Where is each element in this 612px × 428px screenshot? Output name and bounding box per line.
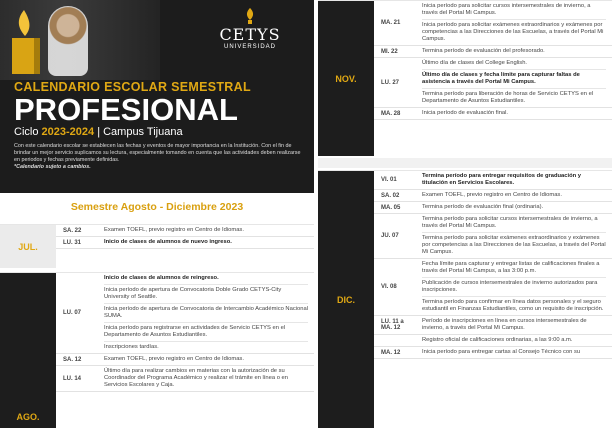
- calendar-row: [56, 225, 314, 237]
- month-label: DIC.: [318, 171, 374, 428]
- event-text: Termina período para solicitar cursos intersemestrales de invierno, a través del Portal Mi Campus.: [422, 214, 606, 233]
- ciclo-years: 2023-2024: [41, 126, 95, 138]
- row-date: JU. 07: [381, 233, 399, 239]
- event-text: Último día de clases del College English.: [422, 58, 606, 70]
- row-events: [416, 316, 612, 334]
- calendar-row: [374, 335, 612, 347]
- row-date: SA. 12: [63, 356, 82, 363]
- event-text: Inicia período para registrarse en actividades de Servicio CETYS en el Departamento de Asuntos Estudiantiles.: [104, 323, 308, 342]
- event-text: Fecha límite para capturar y entregar listas de calificaciones finales a través del Portal Mi Campus, a las 3:00 p.m.: [422, 259, 606, 278]
- semester-heading: [0, 193, 314, 221]
- row-date: VI. 01: [381, 177, 397, 183]
- calendar-row: [56, 273, 314, 354]
- flame-icon: [8, 4, 44, 74]
- row-events: [416, 335, 612, 346]
- calendar-row: [374, 171, 612, 190]
- row-date: LU. 31: [63, 239, 82, 246]
- event-text: Termina período de evaluación del profesorado.: [422, 48, 545, 54]
- row-date: VI. 08: [381, 284, 397, 290]
- dic-rows: [374, 171, 612, 359]
- disclaimer-note: *Calendario sujeto a cambios.: [14, 164, 91, 170]
- row-date: LU. 11 a MA. 12: [381, 319, 404, 331]
- row-events: [416, 202, 612, 213]
- event-text: Termina período para confirmar en línea datos personales y el seguro estudiantil en Finanzas Estudiantiles, como un requisito de inscripción.: [422, 299, 604, 312]
- calendar-row: [374, 259, 612, 316]
- month-label: JUL.: [0, 225, 56, 268]
- row-date: MA. 28: [381, 110, 401, 117]
- row-events: [416, 108, 612, 119]
- cetys-logo[interactable]: [210, 8, 290, 50]
- row-events: [98, 225, 314, 236]
- right-column: [318, 0, 612, 428]
- event-text: Inicia período para entregar cartas al Consejo Técnico con su: [422, 349, 581, 355]
- calendar-row: [56, 354, 314, 366]
- event-text: Inicio de clases de alumnos de nuevo ingreso.: [104, 239, 232, 245]
- calendar-row: [374, 316, 612, 335]
- ciclo-line: [14, 126, 183, 138]
- torch-icon: [243, 8, 257, 24]
- event-text: Inicia período de apertura de Convocatoria de Intercambio Académico Nacional SUMA.: [104, 304, 308, 323]
- calendar-row: [374, 58, 612, 108]
- event-text: Examen TOEFL, previo registro en Centro de Idiomas.: [104, 227, 244, 233]
- row-events: [416, 46, 612, 57]
- month-dic: [318, 170, 612, 428]
- event-text: Publicación de cursos intersemestrales de invierno autorizados para inscripciones.: [422, 278, 606, 297]
- nov-rows: [374, 1, 612, 120]
- row-events: [416, 347, 612, 358]
- event-text: Inicio de clases de alumnos de reingreso.: [104, 273, 308, 285]
- month-label: AGO.: [0, 273, 56, 428]
- calendar-row: [56, 237, 314, 249]
- calendar-title: CALENDARIO ESCOLAR SEMESTRAL: [14, 80, 251, 94]
- event-text: Registro oficial de calificaciones ordinarias, a las 9:00 a.m.: [422, 337, 573, 343]
- row-events: [416, 171, 612, 189]
- row-date: MA. 05: [381, 204, 401, 211]
- brand-name: CETYS: [219, 25, 281, 44]
- row-date: LU. 14: [63, 375, 82, 382]
- month-jul: [0, 224, 314, 268]
- row-events: [98, 237, 314, 248]
- row-events: [416, 214, 612, 258]
- event-text: Termina período para liberación de horas de Servicio CETYS en el Departamento de Asuntos Estudiantiles.: [422, 91, 594, 104]
- intro-text: [14, 143, 304, 171]
- row-date: SA. 22: [63, 227, 82, 234]
- event-text: Período de inscripciones en línea en cursos intersemestrales de invierno, a través del Portal Mi Campus.: [422, 318, 587, 331]
- month-nov: [318, 0, 612, 156]
- row-date: SA. 02: [381, 192, 400, 199]
- event-text: Inicia período para solicitar exámenes extraordinarios y exámenes por competencias a las Direcciones de las Escuelas, a través del Portal Mi Campus.: [422, 22, 604, 42]
- intro-paragraph: Con este calendario escolar se establecen las fechas y eventos de mayor importancia en la Institución. Con el fin de brindar un mejor servicio suplicamos su lectura, especialmente tomando en cuenta que las actividades deben realizarse en periodos y fechas previamente definidas.: [14, 143, 301, 163]
- campus: | Campus Tijuana: [97, 126, 183, 138]
- event-text: Termina período para solicitar exámenes extraordinarios y exámenes por competencias a las Direcciones de las Escuelas, a través del Portal Mi Campus.: [422, 235, 606, 255]
- program-title: PROFESIONAL: [14, 92, 238, 127]
- row-events: [98, 354, 314, 365]
- calendar-row: [374, 1, 612, 46]
- row-events: [416, 190, 612, 201]
- month-ago: [0, 272, 314, 428]
- month-label: NOV.: [318, 1, 374, 156]
- calendar-row: [374, 108, 612, 120]
- row-date: MI. 22: [381, 48, 398, 55]
- jul-rows: [56, 225, 314, 249]
- row-events: [416, 259, 612, 315]
- calendar-row: [374, 214, 612, 259]
- row-date: LU. 27: [381, 79, 400, 86]
- row-events: [98, 366, 314, 391]
- event-text: Examen TOEFL, previo registro en Centro de Idiomas.: [104, 356, 244, 362]
- row-date: MA. 21: [381, 20, 401, 26]
- calendar-row: [374, 347, 612, 359]
- section-gap: [318, 158, 612, 168]
- calendar-row: [374, 46, 612, 58]
- calendar-row: [56, 366, 314, 392]
- calendar-row: [374, 202, 612, 214]
- student-photo: [48, 6, 88, 76]
- ciclo-prefix: Ciclo: [14, 126, 39, 138]
- event-text: Termina período para entregar requisitos de graduación y titulación en Servicios Escolares.: [422, 173, 582, 186]
- event-text: Inicia período de evaluación final.: [422, 110, 509, 116]
- event-text: Último día de clases y fecha límite para capturar faltas de asistencia a través del Portal Mi Campus.: [422, 70, 606, 89]
- event-text: Inicia período para solicitar cursos intersemestrales de invierno, a través del Portal Mi Campus.: [422, 1, 606, 20]
- row-events: [98, 273, 314, 353]
- row-events: [416, 1, 612, 45]
- row-events: [416, 58, 612, 107]
- event-text: Termina período de evaluación final (ordinaria).: [422, 204, 544, 210]
- brand-sub: UNIVERSIDAD: [223, 44, 276, 50]
- semester-label: Semestre Agosto - Diciembre 2023: [70, 201, 244, 213]
- event-text: Inicia período de apertura de Convocatoria Doble Grado CETYS-City University of Seattle.: [104, 285, 308, 304]
- event-text: Examen TOEFL, previo registro en Centro de Idiomas.: [422, 192, 562, 198]
- event-text: Último día para realizar cambios en materias con la autorización de su Coordinador del Programa Académico y realizar el trámite en línea o en Servicios Escolares y Caja.: [104, 368, 288, 388]
- row-date: LU. 07: [63, 310, 82, 316]
- ago-rows: [56, 273, 314, 392]
- event-text: Inscripciones tardías.: [104, 344, 159, 350]
- row-date: MA. 12: [381, 349, 401, 356]
- hero-banner: [0, 0, 314, 193]
- calendar-row: [374, 190, 612, 202]
